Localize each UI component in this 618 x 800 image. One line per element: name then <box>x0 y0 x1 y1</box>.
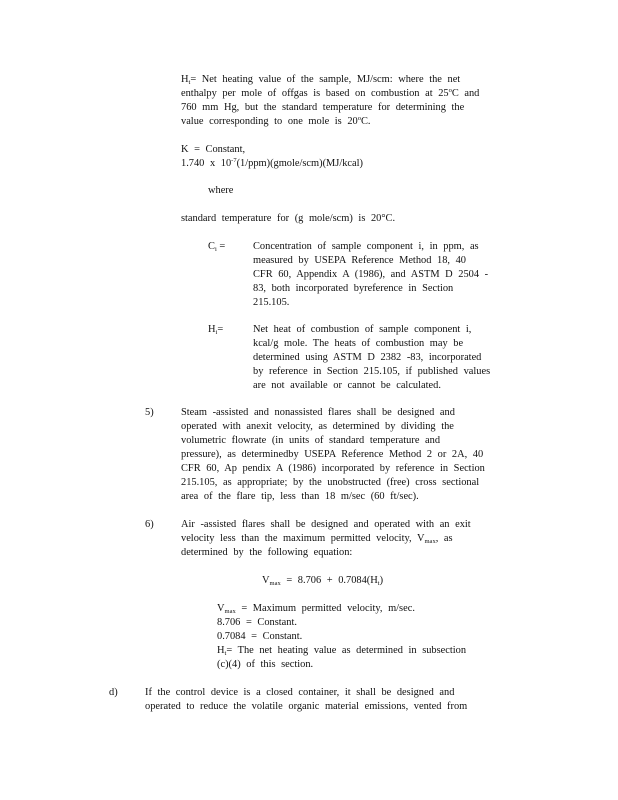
ht-line-3: 760 mm Hg, but the standard temperature for determining the <box>181 102 465 113</box>
ci-label: $C_i$ = <box>208 241 226 253</box>
item-5-text: Steam -assisted and nonassisted flares shall be designed and operated with anexit velocity, as determined by dividing the volumetric flowrate (in units of standard temperature and pressure), as determinedby USEPA Reference Method 2 or 2A, 40 CFR 60, Ap pendix A (1986) incorporated by reference in Section 215.105, as appropriate; by the unobstructed (free) cross sectional area of the flare tip, less than 18 m/sec (60 ft/sec). <box>181 407 485 502</box>
standard-temperature-line: standard temperature for (g mole/scm) is 20°C. <box>181 213 396 224</box>
vmax-definitions: $V_{max}$ = Maximum permitted velocity, m/sec. 8.706 = Constant. 0.7084 = Constant. $H_t=$ The net heating value as determined in subsection (c)(4) of this section. <box>217 603 467 670</box>
ht-symbol: H <box>181 74 189 85</box>
item-6-text: Air -assisted flares shall be designed and operated with an exit velocity less than the maximum permitted velocity, $V_{max}$, as determined by the following equation: <box>181 519 471 558</box>
k-line-1: K = Constant, <box>181 144 246 155</box>
where-label: where <box>208 185 234 196</box>
item-d-number: d) <box>109 687 118 698</box>
item-6-number: 6) <box>145 519 154 530</box>
item-d-text: If the control device is a closed container, it shall be designed and operated to reduce the volatile organic material emissions, vented from <box>145 687 468 712</box>
item-5-number: 5) <box>145 407 154 418</box>
hi-description: Net heat of combustion of sample component i, kcal/g mole. The heats of combustion may be determined using ASTM D 2382 -83, incorporated by reference in Section 215.105, if published values are not available or cannot be calculated. <box>253 324 491 391</box>
vmax-equation: $V_{max} = 8.706 + 0.7084(H_t)$ <box>262 575 384 587</box>
ci-description: Concentration of sample component i, in ppm, as measured by USEPA Reference Method 18, 40 CFR 60, Appendix A (1986), and ASTM D 2504 - 83, both incorporated byreference in Section 215.105. <box>253 241 489 308</box>
hi-label: $H_i=$ <box>208 324 224 336</box>
k-definition: K = Constant, 1.740 x $10^{-7}(1/ppm)(gmole/scm)(MJ/kcal)$ <box>181 144 363 169</box>
ht-definition: $H_t=$ Net heating value of the sample, MJ/scm: where the net enthalpy per mole of offgas is based on combustion at 25$^o$C and 760 mm Hg, but the standard temperature for determining the value corresponding to one mole is 20$^o$C. <box>181 74 480 127</box>
